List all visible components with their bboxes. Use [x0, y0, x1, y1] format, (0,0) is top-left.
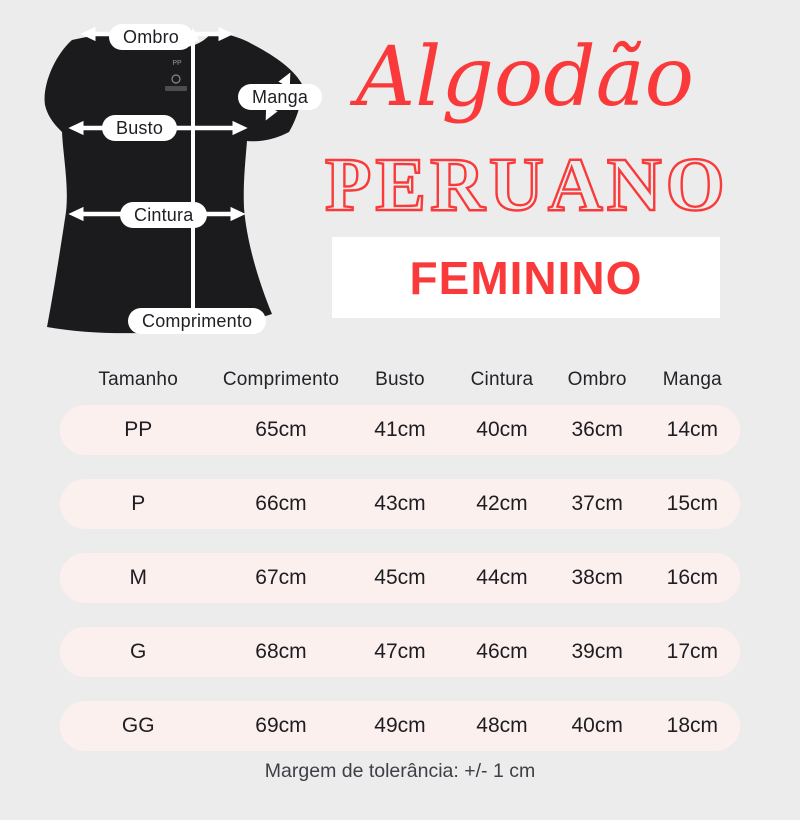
column-header-busto: Busto	[375, 369, 425, 390]
cell-busto: 45cm	[374, 566, 426, 589]
tolerance-note: Margem de tolerância: +/- 1 cm	[264, 760, 536, 782]
cell-manga: 17cm	[666, 640, 719, 663]
cell-ombro: 38cm	[571, 566, 623, 589]
cell-comprimento: 65cm	[255, 418, 307, 441]
column-header-ombro: Ombro	[567, 369, 627, 390]
cell-cintura: 42cm	[476, 492, 528, 515]
column-header-tamanho: Tamanho	[98, 369, 178, 390]
comprimento-label-pill: Comprimento	[128, 308, 266, 334]
cell-cintura: 44cm	[476, 566, 528, 589]
cell-cintura: 40cm	[476, 418, 528, 441]
cell-busto: 47cm	[374, 640, 426, 663]
table-row-gg	[60, 701, 740, 751]
title-feminino: FEMININO	[409, 251, 643, 304]
title-peruano: PERUANO	[325, 143, 729, 227]
cell-manga: 15cm	[666, 492, 719, 515]
size-table-header	[60, 366, 740, 394]
ombro-label-pill: Ombro	[109, 24, 193, 50]
table-row-m	[60, 553, 740, 603]
cell-busto: 41cm	[374, 418, 426, 441]
shirt-size-tag-text: PP	[172, 60, 182, 67]
cell-manga: 14cm	[666, 418, 719, 441]
cintura-label-pill: Cintura	[120, 202, 207, 228]
cell-busto: 43cm	[374, 492, 426, 515]
cell-busto: 49cm	[374, 714, 426, 737]
tshirt-diagram-icon	[0, 0, 330, 345]
column-header-manga: Manga	[662, 369, 722, 390]
cell-ombro: 36cm	[571, 418, 623, 441]
column-header-comprimento: Comprimento	[222, 369, 340, 390]
table-row-g	[60, 627, 740, 677]
cell-manga: 16cm	[666, 566, 719, 589]
cell-manga: 18cm	[666, 714, 719, 737]
table-row-pp	[60, 405, 740, 455]
cell-size: GG	[121, 714, 155, 737]
table-row-p	[60, 479, 740, 529]
cell-comprimento: 66cm	[255, 492, 307, 515]
cell-cintura: 46cm	[476, 640, 528, 663]
cell-comprimento: 67cm	[255, 566, 307, 589]
cell-size: G	[130, 640, 147, 663]
cell-ombro: 39cm	[571, 640, 623, 663]
cell-ombro: 40cm	[571, 714, 623, 737]
cell-comprimento: 69cm	[255, 714, 307, 737]
title-algodao: Algodão	[355, 30, 695, 125]
feminino-banner	[332, 237, 720, 318]
cell-size: P	[131, 492, 146, 515]
cell-ombro: 37cm	[571, 492, 623, 515]
column-header-cintura: Cintura	[470, 369, 534, 390]
cell-size: M	[129, 566, 147, 589]
cell-size: PP	[124, 418, 153, 441]
busto-label-pill: Busto	[102, 115, 177, 141]
cell-comprimento: 68cm	[255, 640, 307, 663]
cell-cintura: 48cm	[476, 714, 528, 737]
manga-label-pill: Manga	[238, 84, 322, 110]
shirt-logo-text-block	[165, 86, 187, 91]
